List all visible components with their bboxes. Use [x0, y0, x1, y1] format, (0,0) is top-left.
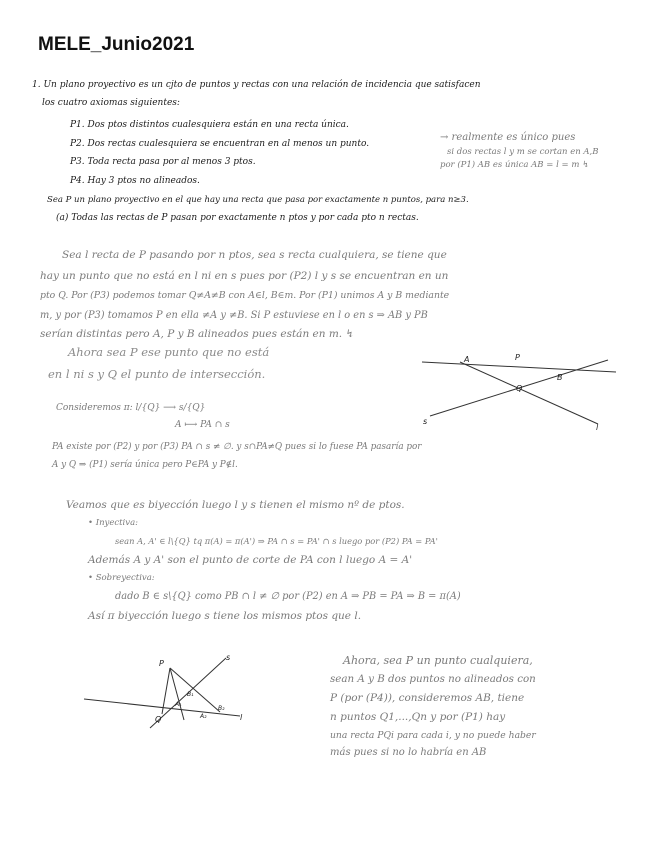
proof-para1-line3: pto Q. Por (P3) podemos tomar Q≠A≠B con A∈l, B∈m. Por (P1) unimos A y B mediante — [40, 290, 450, 301]
figure2-label-A2: A₂ — [200, 713, 207, 720]
axiom-p3: P3. Toda recta pasa por al menos 3 ptos. — [70, 157, 256, 167]
proof-para1-line1: Sea l recta de P pasando por n ptos, sea s recta cualquiera, se tiene que — [62, 249, 447, 261]
figure2-label-B1: B₁ — [187, 691, 194, 698]
definition-intro-line1: 1. Un plano proyectivo es un cjto de puntos y rectas con una relación de incidencia que satisfacen — [32, 80, 481, 90]
figure2-line-P-A1 — [170, 668, 184, 720]
definition-intro-line2: los cuatro axiomas siguientes: — [42, 98, 180, 108]
figure1-label-Q: Q — [516, 384, 523, 393]
figure2-label-A1: A₁ — [175, 701, 182, 708]
page-title: MELE_Junio2021 — [38, 34, 195, 55]
figure1-label-P: P — [515, 353, 520, 362]
figure1-line-l — [460, 362, 598, 424]
axiom-p2: P2. Dos rectas cualesquiera se encuentran en al menos un punto. — [70, 139, 370, 149]
surjective-title: • Sobreyectiva: — [88, 573, 155, 583]
map-definition-line2: A ⟼ PA ∩ s — [175, 420, 230, 430]
figure2-label-P: P — [159, 659, 164, 668]
side-note-line3: por (P1) AB es única AB = l = m ↯ — [440, 160, 590, 170]
proof-para5-line2: sean A y B dos puntos no alineados con — [330, 673, 536, 685]
proof-para3-line1: PA existe por (P2) y por (P3) PA ∩ s ≠ ∅. y s∩PA≠Q pues si lo fuese PA pasaría por — [52, 442, 422, 452]
figure1-label-l: l — [596, 423, 599, 432]
proof-para5-line6: más pues si no lo habría en AB — [330, 747, 487, 758]
proof-para4: Veamos que es biyección luego l y s tienen el mismo nº de ptos. — [66, 499, 405, 511]
proof-para5-line3: P (por (P4)), consideremos AB, tiene — [330, 692, 525, 704]
figure2-line-P-Q — [162, 668, 170, 714]
side-note-line2: si dos rectas l y m se cortan en A,B — [447, 147, 599, 157]
figure1-label-A: A — [464, 355, 470, 364]
statement-line1: Sea P un plano proyectivo en el que hay una recta que pasa por exactamente n puntos, para n≥3. — [47, 195, 469, 205]
figure1-label-B: B — [557, 373, 563, 382]
side-note-line1: → realmente es único pues — [440, 132, 576, 143]
figure2-label-s: s — [226, 653, 231, 662]
proof-para1-line2: hay un punto que no está en l ni en s pues por (P2) l y s se encuentran en un — [40, 270, 449, 282]
proof-para5-line5: una recta PQi para cada i, y no puede haber — [330, 730, 536, 741]
surjective-line2: Así π biyección luego s tiene los mismos ptos que l. — [88, 610, 362, 622]
figure2-label-Q: Q — [155, 715, 162, 724]
statement-line2: (a) Todas las rectas de P pasan por exactamente n ptos y por cada pto n rectas. — [56, 213, 419, 223]
surjective-line1: dado B ∈ s\{Q} como PB ∩ l ≠ ∅ por (P2) en A ⇒ PB = PA ⇒ B = π(A) — [115, 591, 461, 602]
figure2-diagram — [80, 652, 255, 737]
proof-para3-line2: A y Q ⇒ (P1) sería única pero P∈PA y P∉l. — [52, 460, 238, 470]
injective-line2: Además A y A' son el punto de corte de PA con l luego A = A' — [88, 554, 413, 566]
proof-para1-line5: serían distintas pero A, P y B alineados pues están en m. ↯ — [40, 328, 355, 340]
map-definition-line1: Consideremos π: l/{Q} ⟶ s/{Q} — [56, 403, 206, 413]
figure2-label-B2: B₂ — [218, 705, 225, 712]
axiom-p4: P4. Hay 3 ptos no alineados. — [70, 176, 200, 186]
proof-para5-line4: n puntos Q1,...,Qn y por (P1) hay — [330, 711, 506, 723]
proof-para1-line4: m, y por (P3) tomamos P en ella ≠A y ≠B. Si P estuviese en l o en s ⇒ AB y PB — [40, 310, 428, 321]
proof-para2-line1: Ahora sea P ese punto que no está — [68, 345, 270, 359]
axiom-p1: P1. Dos ptos distintos cualesquiera están en una recta única. — [70, 120, 349, 130]
proof-para2-line2: en l ni s y Q el punto de intersección. — [48, 367, 266, 381]
figure1-label-s: s — [423, 417, 428, 426]
injective-line1: sean A, A' ∈ l\{Q} tq π(A) = π(A') ⇒ PA ∩ s = PA' ∩ s luego por (P2) PA = PA' — [115, 536, 438, 546]
injective-title: • Inyectiva: — [88, 518, 139, 528]
proof-para5-line1: Ahora, sea P un punto cualquiera, — [343, 654, 533, 667]
figure2-label-l: l — [240, 713, 243, 722]
figure1-diagram — [420, 350, 620, 435]
